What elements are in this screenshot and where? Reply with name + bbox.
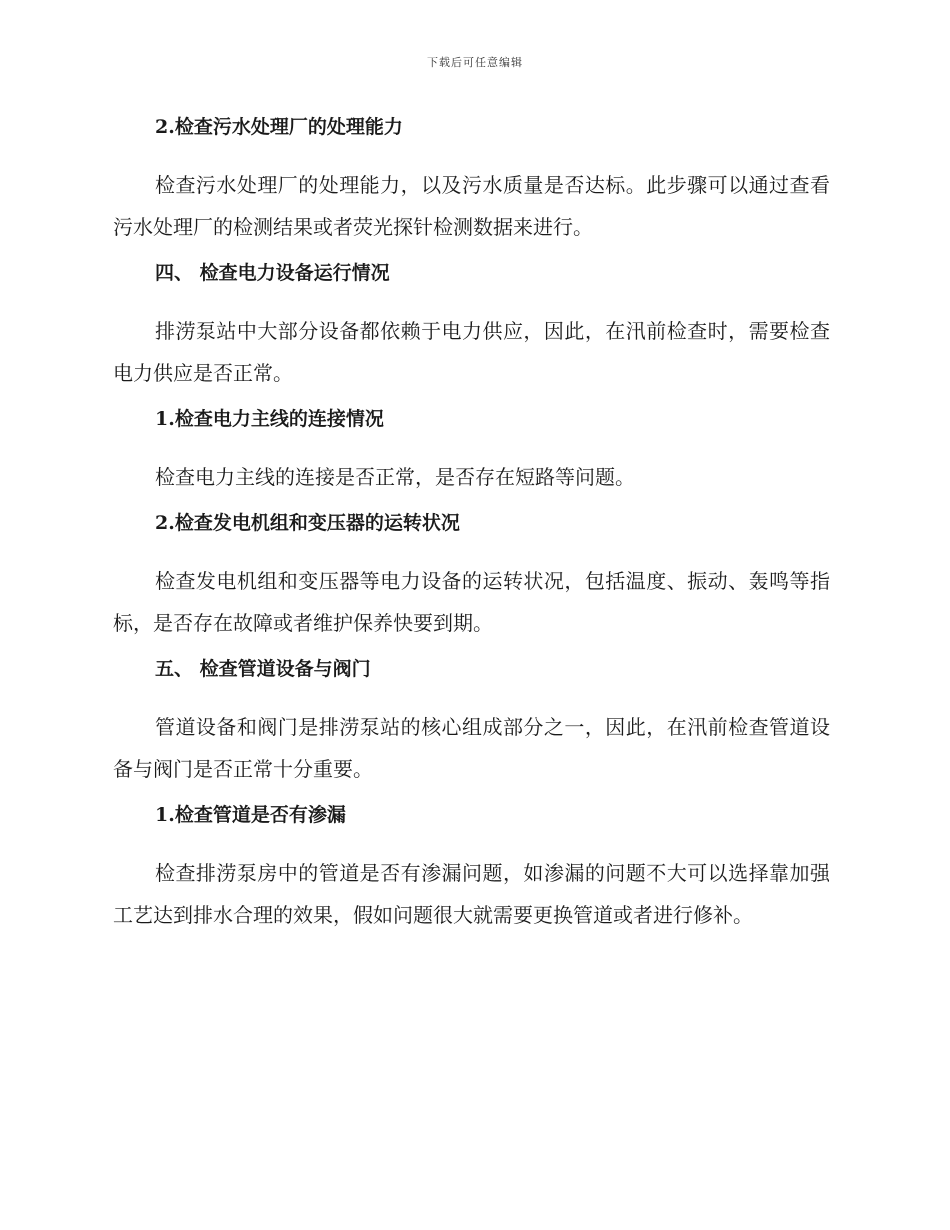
- section-heading: 四、 检查电力设备运行情况: [155, 262, 390, 284]
- paragraph: 检查排涝泵房中的管道是否有渗漏问题，如渗漏的问题不大可以选择靠加强工艺达到排水合理的效果，假如问题很大就需要更换管道或者进行修补。: [113, 861, 830, 927]
- paragraph: 排涝泵站中大部分设备都依赖于电力供应，因此，在汛前检查时，需要检查电力供应是否正常。: [113, 319, 830, 385]
- paragraph: 管道设备和阀门是排涝泵站的核心组成部分之一，因此，在汛前检查管道设备与阀门是否正常十分重要。: [113, 715, 830, 781]
- section-heading: 2.检查污水处理厂的处理能力: [155, 116, 403, 138]
- section-heading: 五、 检查管道设备与阀门: [155, 658, 371, 680]
- page-header: 下载后可任意编辑: [427, 56, 523, 69]
- document-body: [113, 112, 830, 946]
- section-heading: 1.检查电力主线的连接情况: [155, 408, 384, 430]
- paragraph: 检查发电机组和变压器等电力设备的运转状况，包括温度、振动、轰鸣等指标，是否存在故障或者维护保养快要到期。: [113, 569, 830, 635]
- paragraph: 检查电力主线的连接是否正常，是否存在短路等问题。: [155, 465, 635, 489]
- paragraph: 检查污水处理厂的处理能力，以及污水质量是否达标。此步骤可以通过查看污水处理厂的检测结果或者荧光探针检测数据来进行。: [113, 173, 830, 239]
- section-heading: 2.检查发电机组和变压器的运转状况: [155, 512, 460, 534]
- section-heading: 1.检查管道是否有渗漏: [155, 804, 346, 826]
